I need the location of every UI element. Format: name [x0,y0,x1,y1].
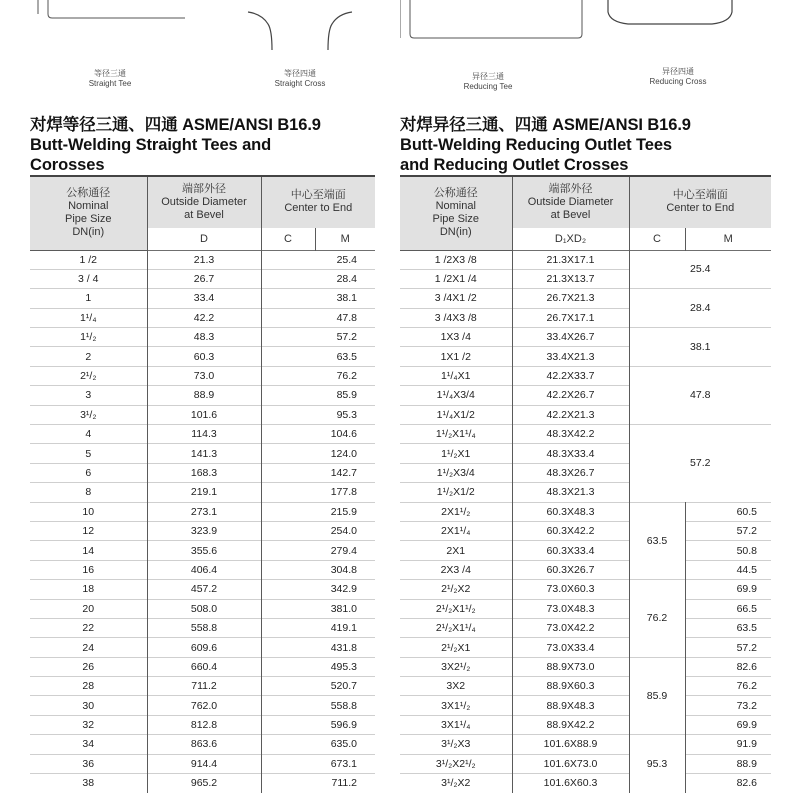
table-row [400,735,771,754]
od-cell: 26.7X21.3 [512,289,629,308]
center-cell: 63.5 [261,347,375,366]
nps-cell: 1X1 /2 [400,347,512,366]
left-table-top-rule [30,175,375,177]
center-to-end-header: 中心至端面 Center to End [261,176,375,228]
od-cell: 42.2X26.7 [512,386,629,405]
table-row [30,483,375,502]
table-row [30,580,375,599]
m-cell: 60.5 [685,502,771,521]
m-cell: 66.5 [685,599,771,618]
center-cell: 38.1 [629,328,771,367]
m-cell: 91.9 [685,735,771,754]
center-cell: 342.9 [261,580,375,599]
m-cell: 57.2 [685,638,771,657]
nps-cell: 1¹/₂X1¹/₄ [400,425,512,444]
center-cell: 28.4 [629,289,771,328]
nps-cell: 2¹/₂ [30,366,147,385]
left-heading-line-3: Corosses [30,156,105,174]
center-cell: 76.2 [629,580,685,658]
nps-cell: 2X3 /4 [400,560,512,579]
od-cell: 558.8 [147,618,261,637]
table-row [30,735,375,754]
table-row [400,502,771,521]
nps-cell: 16 [30,560,147,579]
nps-cell: 4 [30,425,147,444]
caption-reducing-cross: 异径四通 Reducing Cross [649,67,707,86]
caption-reducing-tee: 异径三通 Reducing Tee [463,72,513,91]
nps-cell: 2¹/₂X1¹/₂ [400,599,512,618]
nps-cell: 3X2 [400,677,512,696]
od-cell: 48.3X26.7 [512,463,629,482]
od-cell: 33.4 [147,289,261,308]
left-figures [0,0,400,100]
m-subheader: M [685,228,771,250]
od-cell: 219.1 [147,483,261,502]
nps-cell: 3X1¹/₄ [400,715,512,734]
center-cell: 47.8 [261,308,375,327]
c-subheader: C [629,228,685,250]
nps-cell: 36 [30,754,147,773]
center-cell: 57.2 [629,425,771,503]
od-cell: 60.3X26.7 [512,560,629,579]
nps-cell: 24 [30,638,147,657]
center-cell: 63.5 [629,502,685,580]
center-cell: 711.2 [261,774,375,793]
od-cell: 88.9 [147,386,261,405]
od-cell: 406.4 [147,560,261,579]
center-cell: 635.0 [261,735,375,754]
m-cell: 73.2 [685,696,771,715]
right-heading [400,115,691,175]
m-cell: 76.2 [685,677,771,696]
od-cell: 73.0X42.2 [512,618,629,637]
center-cell: 596.9 [261,715,375,734]
center-cell: 177.8 [261,483,375,502]
center-to-end-header: 中心至端面 Center to End [629,176,771,228]
nps-cell: 38 [30,774,147,793]
center-cell: 57.2 [261,328,375,347]
od-cell: 21.3 [147,250,261,269]
table-row [400,657,771,676]
caption-straight-tee: 等径三通 Straight Tee [88,69,132,88]
od-cell: 101.6X88.9 [512,735,629,754]
reducing-tee-table [400,176,771,793]
m-subheader: M [315,228,375,250]
nps-cell: 3 /4X3 /8 [400,308,512,327]
nps-cell: 2¹/₂X2 [400,580,512,599]
od-cell: 73.0X48.3 [512,599,629,618]
table-row [30,347,375,366]
nps-cell: 3 / 4 [30,269,147,288]
od-header: 端部外径 Outside Diameter at Bevel [147,176,261,228]
caption-straight-cross: 等径四通 Straight Cross [274,69,326,88]
center-cell: 673.1 [261,754,375,773]
od-cell: 48.3X42.2 [512,425,629,444]
table-row [30,618,375,637]
right-heading-line-3: and Reducing Outlet Crosses [400,156,629,174]
table-row [30,599,375,618]
od-cell: 73.0X33.4 [512,638,629,657]
nps-cell: 6 [30,463,147,482]
table-row [400,250,771,269]
center-cell: 304.8 [261,560,375,579]
m-cell: 69.9 [685,715,771,734]
table-row [30,754,375,773]
nps-cell: 1¹/₂X1 [400,444,512,463]
nps-cell: 1¹/₂X3/4 [400,463,512,482]
table-row [30,444,375,463]
od-cell: 88.9X48.3 [512,696,629,715]
od-cell: 73.0X60.3 [512,580,629,599]
center-cell: 558.8 [261,696,375,715]
nps-cell: 20 [30,599,147,618]
nps-cell: 1¹/₄ [30,308,147,327]
nps-header: 公称通径 Nominal Pipe Size DN(in) [400,176,512,250]
nps-cell: 34 [30,735,147,754]
od-header: 端部外径 Outside Diameter at Bevel [512,176,629,228]
od-cell: 914.4 [147,754,261,773]
m-cell: 50.8 [685,541,771,560]
m-cell: 63.5 [685,618,771,637]
table-row [400,425,771,444]
table-row [400,638,771,657]
od-cell: 965.2 [147,774,261,793]
m-cell: 57.2 [685,521,771,540]
nps-cell: 8 [30,483,147,502]
nps-cell: 3 /4X1 /2 [400,289,512,308]
m-cell: 88.9 [685,754,771,773]
m-cell: 82.6 [685,657,771,676]
od-cell: 508.0 [147,599,261,618]
nps-cell: 1 [30,289,147,308]
left-heading-line-2: Butt-Welding Straight Tees and [30,136,272,154]
table-row [400,560,771,579]
table-row [30,696,375,715]
table-row [400,696,771,715]
table-row [400,580,771,599]
center-cell: 124.0 [261,444,375,463]
od-cell: 457.2 [147,580,261,599]
left-heading-line-1: 对焊等径三通、四通 ASME/ANSI B16.9 [30,116,321,134]
c-subheader: C [261,228,315,250]
nps-cell: 3X1¹/₂ [400,696,512,715]
od-cell: 660.4 [147,657,261,676]
od-cell: 42.2X33.7 [512,366,629,385]
table-row [30,308,375,327]
center-cell: 85.9 [629,657,685,735]
od-cell: 42.2 [147,308,261,327]
d-subheader: D [147,228,261,250]
straight-tee-table [30,176,375,793]
nps-cell: 22 [30,618,147,637]
table-row [30,521,375,540]
od-cell: 48.3 [147,328,261,347]
od-cell: 73.0 [147,366,261,385]
center-cell: 95.3 [261,405,375,424]
table-row [30,677,375,696]
nps-cell: 18 [30,580,147,599]
od-cell: 609.6 [147,638,261,657]
od-cell: 48.3X33.4 [512,444,629,463]
od-cell: 101.6X60.3 [512,774,629,793]
table-row [30,425,375,444]
od-cell: 48.3X21.3 [512,483,629,502]
table-row [400,289,771,308]
od-cell: 114.3 [147,425,261,444]
nps-cell: 2X1¹/₂ [400,502,512,521]
table-row [30,289,375,308]
od-cell: 21.3X13.7 [512,269,629,288]
center-cell: 25.4 [261,250,375,269]
tee-cross-drawing [0,0,400,100]
d-subheader: D₁XD₂ [512,228,629,250]
nps-cell: 1¹/₄X1/2 [400,405,512,424]
center-cell: 419.1 [261,618,375,637]
od-cell: 863.6 [147,735,261,754]
table-row [30,657,375,676]
od-cell: 42.2X21.3 [512,405,629,424]
table-row [30,463,375,482]
center-cell: 431.8 [261,638,375,657]
nps-cell: 1¹/₂X1/2 [400,483,512,502]
nps-cell: 3¹/₂X2 [400,774,512,793]
center-cell: 95.3 [629,735,685,793]
table-row [30,328,375,347]
od-cell: 26.7 [147,269,261,288]
od-cell: 762.0 [147,696,261,715]
right-table-top-rule [400,175,771,177]
nps-cell: 2¹/₂X1¹/₄ [400,618,512,637]
od-cell: 60.3 [147,347,261,366]
table-row [30,715,375,734]
nps-cell: 30 [30,696,147,715]
table-row [400,618,771,637]
table-row [30,638,375,657]
center-cell: 142.7 [261,463,375,482]
nps-cell: 2X1 [400,541,512,560]
nps-cell: 1X3 /4 [400,328,512,347]
nps-cell: 1 /2 [30,250,147,269]
od-cell: 101.6X73.0 [512,754,629,773]
nps-cell: 2¹/₂X1 [400,638,512,657]
nps-cell: 3¹/₂X2¹/₂ [400,754,512,773]
center-cell: 28.4 [261,269,375,288]
table-row [30,560,375,579]
table-row [30,774,375,793]
nps-cell: 1¹/₂ [30,328,147,347]
nps-cell: 3X2¹/₂ [400,657,512,676]
table-row [30,250,375,269]
nps-cell: 14 [30,541,147,560]
od-cell: 88.9X42.2 [512,715,629,734]
table-row [400,328,771,347]
table-row [30,269,375,288]
od-cell: 141.3 [147,444,261,463]
table-row [30,502,375,521]
od-cell: 60.3X33.4 [512,541,629,560]
right-heading-line-1: 对焊异径三通、四通 ASME/ANSI B16.9 [400,116,691,134]
center-cell: 76.2 [261,366,375,385]
center-cell: 85.9 [261,386,375,405]
od-cell: 26.7X17.1 [512,308,629,327]
od-cell: 273.1 [147,502,261,521]
nps-cell: 28 [30,677,147,696]
center-cell: 38.1 [261,289,375,308]
od-cell: 711.2 [147,677,261,696]
table-row [400,541,771,560]
nps-cell: 26 [30,657,147,676]
center-cell: 495.3 [261,657,375,676]
od-cell: 101.6 [147,405,261,424]
right-heading-line-2: Butt-Welding Reducing Outlet Tees [400,136,673,154]
nps-cell: 1 /2X1 /4 [400,269,512,288]
nps-cell: 12 [30,521,147,540]
od-cell: 812.8 [147,715,261,734]
od-cell: 21.3X17.1 [512,250,629,269]
od-cell: 355.6 [147,541,261,560]
center-cell: 25.4 [629,250,771,289]
m-cell: 82.6 [685,774,771,793]
m-cell: 69.9 [685,580,771,599]
od-cell: 33.4X26.7 [512,328,629,347]
table-row [400,366,771,385]
nps-cell: 32 [30,715,147,734]
nps-header: 公称通径 Nominal Pipe Size DN(in) [30,176,147,250]
nps-cell: 1 /2X3 /8 [400,250,512,269]
center-cell: 104.6 [261,425,375,444]
table-row [30,366,375,385]
od-cell: 60.3X48.3 [512,502,629,521]
table-row [400,599,771,618]
table-row [30,386,375,405]
nps-cell: 3¹/₂X3 [400,735,512,754]
od-cell: 168.3 [147,463,261,482]
od-cell: 323.9 [147,521,261,540]
center-cell: 279.4 [261,541,375,560]
right-figures [400,0,800,100]
nps-cell: 1¹/₄X3/4 [400,386,512,405]
table-row [400,754,771,773]
nps-cell: 3¹/₂ [30,405,147,424]
nps-cell: 1¹/₄X1 [400,366,512,385]
table-row [30,405,375,424]
center-cell: 47.8 [629,366,771,424]
table-row [30,541,375,560]
center-cell: 381.0 [261,599,375,618]
left-heading [30,115,321,175]
table-row [400,715,771,734]
nps-cell: 2X1¹/₄ [400,521,512,540]
center-cell: 215.9 [261,502,375,521]
center-cell: 520.7 [261,677,375,696]
nps-cell: 2 [30,347,147,366]
od-cell: 88.9X60.3 [512,677,629,696]
m-cell: 44.5 [685,560,771,579]
nps-cell: 10 [30,502,147,521]
nps-cell: 5 [30,444,147,463]
od-cell: 60.3X42.2 [512,521,629,540]
table-row [400,521,771,540]
center-cell: 254.0 [261,521,375,540]
nps-cell: 3 [30,386,147,405]
table-row [400,677,771,696]
od-cell: 88.9X73.0 [512,657,629,676]
table-row [400,774,771,793]
od-cell: 33.4X21.3 [512,347,629,366]
